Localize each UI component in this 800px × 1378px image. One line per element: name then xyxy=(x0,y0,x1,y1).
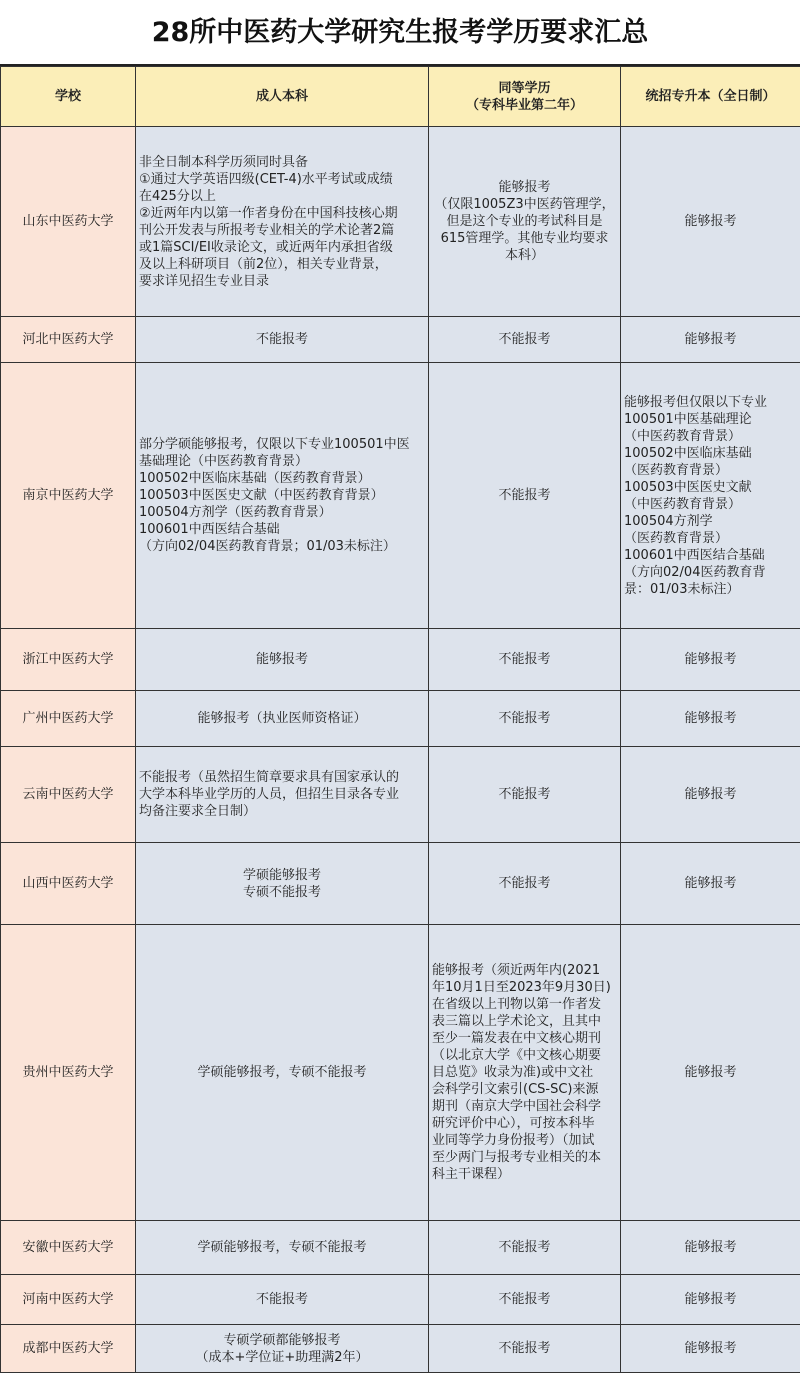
adult-requirement xyxy=(136,127,429,317)
requirement-line: 能够报考 xyxy=(684,652,737,667)
requirement-line: 至少一篇发表在中文核心期刊 xyxy=(432,1031,602,1046)
school-name: 贵州中医药大学 xyxy=(1,925,136,1221)
requirement-line: 100601中西医结合基础 xyxy=(139,522,280,537)
requirement-line: 不能报考 xyxy=(498,1240,551,1255)
requirement-line: 能够报考 xyxy=(684,332,737,347)
requirement-line: 非全日制本科学历须同时具备 xyxy=(139,154,309,170)
requirement-line: 表三篇以上学术论文，且其中 xyxy=(432,1014,602,1029)
requirement-line: （医药教育背景） xyxy=(624,462,729,478)
requirement-line: 但是这个专业的考试科目是 xyxy=(446,214,603,229)
requirement-line: 要求详见招生专业目录 xyxy=(139,273,270,289)
requirement-line: 学硕能够报考，专硕不能报考 xyxy=(197,1065,367,1080)
requirement-line: 学硕能够报考，专硕不能报考 xyxy=(197,1240,367,1255)
requirement-line: 100504方剂学 xyxy=(624,513,713,529)
requirement-line: 专硕学硕都能够报考 xyxy=(223,1332,341,1348)
requirement-line: （方向02/04医药教育背景；01/03未标注） xyxy=(139,539,396,554)
requirement-line: （医药教育背景） xyxy=(624,530,729,546)
requirement-line: 或1篇SCI/EI收录论文，或近两年内承担省级 xyxy=(139,239,393,255)
adult-requirement xyxy=(136,747,429,843)
requirement-line: 能够报考 xyxy=(684,787,737,802)
requirement-line: 能够报考 xyxy=(255,652,308,667)
header-school: 学校 xyxy=(1,67,136,127)
requirement-line: 100504方剂学（医药教育背景） xyxy=(139,505,332,520)
requirement-line: 不能报考 xyxy=(498,652,551,667)
table-row xyxy=(1,629,800,691)
requirement-line: 不能报考 xyxy=(498,876,551,891)
requirement-line: 100503中医医史文献 xyxy=(624,479,752,495)
table-row xyxy=(1,747,800,843)
school-name: 山东中医药大学 xyxy=(1,127,136,317)
requirement-line: （成本+学位证+助理满2年） xyxy=(195,1349,369,1365)
upgrade-requirement xyxy=(621,1325,800,1373)
requirements-table xyxy=(0,66,800,1373)
header-equivalent xyxy=(429,67,621,127)
requirement-line: 会科学引文索引(CS-SC)来源 xyxy=(432,1082,599,1097)
page-title: 28所中医药大学研究生报考学历要求汇总 xyxy=(0,0,800,66)
upgrade-requirement xyxy=(621,925,800,1221)
requirement-line: 不能报考（虽然招生简章要求具有国家承认的 xyxy=(139,770,400,785)
requirement-line: 业同等学力身份报考）（加试 xyxy=(432,1133,595,1148)
upgrade-requirement xyxy=(621,317,800,363)
requirement-line: （仅限1005Z3中医药管理学， xyxy=(434,197,615,212)
table-row xyxy=(1,317,800,363)
requirement-line: 能够报考 xyxy=(684,1240,737,1255)
requirement-line: 不能报考 xyxy=(498,1292,551,1307)
school-name: 广州中医药大学 xyxy=(1,691,136,747)
requirement-line: 能够报考 xyxy=(684,1065,737,1080)
requirement-line: 基础理论（中医药教育背景） xyxy=(139,454,309,469)
upgrade-requirement xyxy=(621,843,800,925)
requirement-line: ①通过大学英语四级(CET-4)水平考试或成绩 xyxy=(139,171,393,187)
adult-requirement xyxy=(136,925,429,1221)
adult-requirement xyxy=(136,1325,429,1373)
requirement-line: 景：01/03未标注） xyxy=(624,581,740,597)
header-upgrade: 统招专升本（全日制） xyxy=(621,67,800,127)
requirement-line: 100502中医临床基础（医药教育背景） xyxy=(139,471,371,486)
upgrade-requirement xyxy=(621,747,800,843)
requirement-line: 专硕不能报考 xyxy=(242,884,321,900)
requirement-line: 不能报考 xyxy=(498,1341,551,1356)
table-row xyxy=(1,1275,800,1325)
requirement-line: 不能报考 xyxy=(498,787,551,802)
requirement-line: 在省级以上刊物以第一作者发 xyxy=(432,997,602,1012)
requirement-line: 本科） xyxy=(504,248,544,263)
school-name: 云南中医药大学 xyxy=(1,747,136,843)
upgrade-requirement xyxy=(621,1221,800,1275)
requirement-line: 不能报考 xyxy=(255,332,308,347)
requirement-line: ②近两年内以第一作者身份在中国科技核心期 xyxy=(139,205,398,221)
requirement-line: 能够报考 xyxy=(684,1341,737,1356)
header-equivalent-label: 同等学历 xyxy=(498,80,551,96)
requirement-line: 研究评价中心），可按本科毕 xyxy=(432,1116,595,1131)
table-row xyxy=(1,127,800,317)
requirement-line: 至少两门与报考专业相关的本 xyxy=(432,1150,602,1165)
upgrade-requirement xyxy=(621,1275,800,1325)
equivalent-requirement xyxy=(429,1275,621,1325)
school-name: 山西中医药大学 xyxy=(1,843,136,925)
equivalent-requirement xyxy=(429,1221,621,1275)
requirement-line: 615管理学。其他专业均要求 xyxy=(440,231,609,246)
equivalent-requirement xyxy=(429,363,621,629)
adult-requirement xyxy=(136,843,429,925)
school-name: 河北中医药大学 xyxy=(1,317,136,363)
requirement-line: 100601中西医结合基础 xyxy=(624,547,765,563)
table-row xyxy=(1,691,800,747)
school-name: 河南中医药大学 xyxy=(1,1275,136,1325)
requirement-line: 目总览》收录为准)或中文社 xyxy=(432,1065,594,1080)
requirement-line: 100502中医临床基础 xyxy=(624,445,752,461)
adult-requirement xyxy=(136,1221,429,1275)
requirement-line: 100501中医基础理论 xyxy=(624,411,752,427)
header-adult: 成人本科 xyxy=(136,67,429,127)
requirement-line: 学硕能够报考 xyxy=(242,867,321,883)
adult-requirement xyxy=(136,363,429,629)
header-equivalent-sub: （专科毕业第二年） xyxy=(465,97,583,113)
table-header-row xyxy=(1,67,800,127)
requirement-line: 不能报考 xyxy=(498,711,551,726)
requirement-line: 能够报考 xyxy=(684,214,737,229)
requirement-line: （中医药教育背景） xyxy=(624,496,742,512)
requirement-line: 在425分以上 xyxy=(139,188,216,204)
equivalent-requirement xyxy=(429,843,621,925)
upgrade-requirement xyxy=(621,629,800,691)
equivalent-requirement xyxy=(429,317,621,363)
table-row xyxy=(1,1325,800,1373)
requirement-line: 能够报考 xyxy=(684,1292,737,1307)
equivalent-requirement xyxy=(429,925,621,1221)
requirement-line: 不能报考 xyxy=(255,1292,308,1307)
equivalent-requirement xyxy=(429,1325,621,1373)
requirement-line: 期刊（南京大学中国社会科学 xyxy=(432,1099,602,1114)
upgrade-requirement xyxy=(621,363,800,629)
requirement-line: 科主干课程） xyxy=(432,1167,511,1182)
school-name: 浙江中医药大学 xyxy=(1,629,136,691)
equivalent-requirement xyxy=(429,691,621,747)
requirement-line: 大学本科毕业学历的人员，但招生目录各专业 xyxy=(139,787,400,802)
requirement-line: 不能报考 xyxy=(498,488,551,503)
requirement-line: 均备注要求全日制） xyxy=(139,804,257,819)
upgrade-requirement xyxy=(621,127,800,317)
requirement-line: 100503中医医史文献（中医药教育背景） xyxy=(139,488,384,503)
adult-requirement xyxy=(136,1275,429,1325)
table-body xyxy=(1,127,800,1373)
requirement-line: 能够报考 xyxy=(498,180,551,195)
table-row xyxy=(1,363,800,629)
adult-requirement xyxy=(136,629,429,691)
table-row xyxy=(1,925,800,1221)
requirement-line: 及以上科研项目（前2位），相关专业背景， xyxy=(139,256,388,272)
upgrade-requirement xyxy=(621,691,800,747)
requirement-line: 刊公开发表与所报考专业相关的学术论著2篇 xyxy=(139,222,395,238)
requirement-line: 能够报考 xyxy=(684,711,737,726)
equivalent-requirement xyxy=(429,127,621,317)
requirement-line: 能够报考但仅限以下专业 xyxy=(624,394,768,410)
equivalent-requirement xyxy=(429,747,621,843)
requirement-line: 能够报考 xyxy=(684,876,737,891)
requirement-line: 年10月1日至2023年9月30日) xyxy=(432,980,611,995)
school-name: 安徽中医药大学 xyxy=(1,1221,136,1275)
requirement-line: （方向02/04医药教育背 xyxy=(624,564,766,580)
adult-requirement xyxy=(136,691,429,747)
adult-requirement xyxy=(136,317,429,363)
requirement-line: 部分学硕能够报考，仅限以下专业100501中医 xyxy=(139,437,410,452)
requirement-line: 不能报考 xyxy=(498,332,551,347)
equivalent-requirement xyxy=(429,629,621,691)
school-name: 成都中医药大学 xyxy=(1,1325,136,1373)
requirement-line: 能够报考（须近两年内(2021 xyxy=(432,963,601,978)
requirement-line: 能够报考（执业医师资格证） xyxy=(197,711,367,726)
requirement-line: （中医药教育背景） xyxy=(624,428,742,444)
table-row xyxy=(1,1221,800,1275)
school-name: 南京中医药大学 xyxy=(1,363,136,629)
requirement-line: （以北京大学《中文核心期要 xyxy=(432,1048,602,1063)
table-row xyxy=(1,843,800,925)
